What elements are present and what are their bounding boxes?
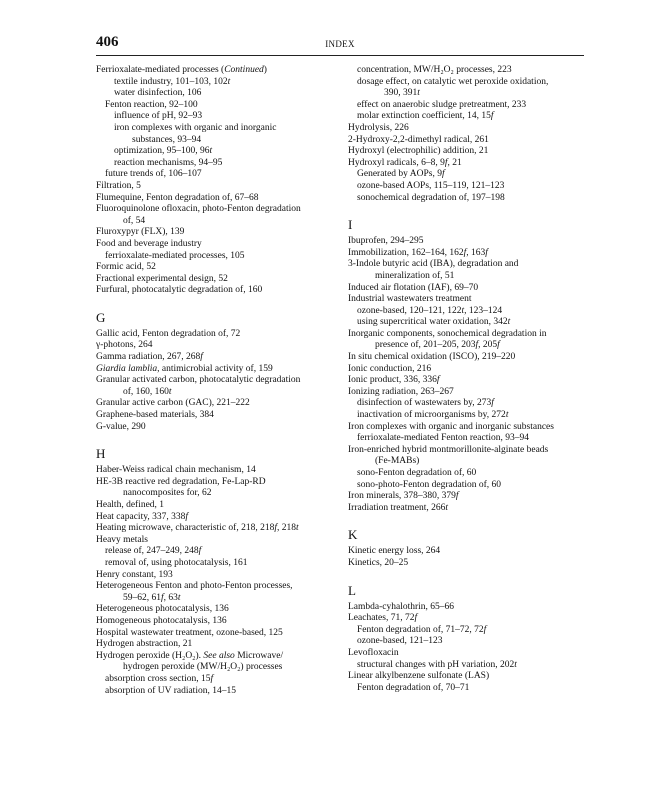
index-entry: Inorganic components, sonochemical degradation in — [348, 328, 547, 339]
index-subentry: optimization, 95–100, 96t — [114, 146, 213, 157]
index-subentry: sonochemical degradation of, 197–198 — [357, 192, 505, 203]
index-entry: Formic acid, 52 — [96, 262, 156, 273]
index-subentry: absorption cross section, 15f — [105, 673, 214, 684]
page-number: 406 — [96, 34, 119, 50]
index-entry: Food and beverage industry — [96, 238, 202, 249]
index-subentry: Fenton reaction, 92–100 — [105, 99, 198, 110]
index-subentry: reaction mechanisms, 94–95 — [114, 157, 223, 168]
index-entry: Flumequine, Fenton degradation of, 67–68 — [96, 192, 259, 203]
index-entry: Linear alkylbenzene sulfonate (LAS) — [348, 671, 490, 682]
index-subentry: using supercritical water oxidation, 342t — [357, 317, 511, 328]
index-subentry: dosage effect, on catalytic wet peroxide oxidation, — [357, 76, 549, 87]
index-entry-continuation: of, 54 — [123, 215, 146, 226]
index-subentry: ozone-based, 121–123 — [357, 636, 443, 647]
index-entry-continuation: (Fe-MABs) — [375, 456, 420, 467]
index-subentry: removal of, using photocatalysis, 161 — [105, 557, 248, 568]
index-entry: Hydrogen abstraction, 21 — [96, 639, 193, 650]
index-entry: Kinetic energy loss, 264 — [348, 546, 441, 557]
index-entry: Ferrioxalate-mediated processes (Continued) — [96, 65, 267, 75]
index-entry: Heterogeneous photocatalysis, 136 — [96, 604, 229, 615]
index-entry-continuation: nanocomposites for, 62 — [123, 488, 212, 499]
index-entry: Heterogeneous Fenton and photo-Fenton processes, — [96, 581, 293, 592]
section-letter: I — [348, 217, 353, 233]
running-head: INDEX — [325, 39, 355, 49]
index-entry: Homogeneous photocatalysis, 136 — [96, 615, 227, 626]
index-entry: In situ chemical oxidation (ISCO), 219–220 — [348, 352, 516, 363]
index-entry: Gamma radiation, 267, 268f — [96, 352, 203, 363]
index-subentry: absorption of UV radiation, 14–15 — [105, 685, 236, 696]
index-entry: Ibuprofen, 294–295 — [348, 236, 424, 247]
section-letter: H — [96, 446, 106, 462]
index-subentry: release of, 247–249, 248f — [105, 546, 202, 557]
index-subentry: ozone-based AOPs, 115–119, 121–123 — [357, 180, 505, 191]
index-entry: Industrial wastewaters treatment — [348, 294, 472, 305]
index-entry: Granular activated carbon, photocatalytic degradation — [96, 375, 301, 386]
index-entry-continuation: 390, 391t — [384, 88, 420, 99]
index-subentry: disinfection of wastewaters by, 273f — [357, 398, 494, 409]
index-subentry: ferrioxalate-mediated Fenton reaction, 93–94 — [357, 433, 529, 444]
index-entry: Hydroxyl (electrophilic) addition, 21 — [348, 146, 489, 157]
index-entry: Gallic acid, Fenton degradation of, 72 — [96, 328, 241, 339]
page-header — [96, 34, 584, 56]
index-subentry: water disinfection, 106 — [114, 88, 202, 99]
index-subentry: iron complexes with organic and inorganic — [114, 122, 277, 133]
index-subentry: ferrioxalate-mediated processes, 105 — [105, 250, 245, 261]
index-entry: Ionic conduction, 216 — [348, 363, 432, 374]
index-entry: Hydroxyl radicals, 6–8, 9f, 21 — [348, 157, 462, 168]
index-subentry: Fenton degradation of, 70–71 — [357, 682, 470, 693]
index-subentry: effect on anaerobic sludge pretreatment, 233 — [357, 99, 527, 110]
header-rule — [96, 55, 584, 56]
index-entry: Fluoroquinolone ofloxacin, photo-Fenton degradation — [96, 204, 301, 215]
index-subentry: sono-Fenton degradation of, 60 — [357, 468, 477, 478]
section-letter: G — [96, 309, 106, 325]
index-entry: Levofloxacin — [348, 647, 399, 658]
index-entry: Iron minerals, 378–380, 379f — [348, 491, 459, 502]
index-entry: Ionizing radiation, 263–267 — [348, 386, 454, 397]
index-column-right — [348, 65, 584, 694]
index-subentry: future trends of, 106–107 — [105, 169, 202, 180]
index-entry: Heating microwave, characteristic of, 218, 218f, 218t — [96, 523, 299, 534]
index-entry: Giardia lamblia, antimicrobial activity of, 159 — [96, 363, 273, 374]
index-entry: Ionic product, 336, 336f — [348, 375, 440, 386]
index-entry: Heat capacity, 337, 338f — [96, 511, 188, 522]
index-subentry: textile industry, 101–103, 102t — [114, 76, 231, 87]
index-subentry: sono-photo-Fenton degradation of, 60 — [357, 479, 502, 490]
index-entry: 3-Indole butyric acid (IBA), degradation and — [348, 259, 519, 270]
index-subentry: molar extinction coefficient, 14, 15f — [357, 111, 494, 122]
index-subentry: ozone-based, 120–121, 122t, 123–124 — [357, 305, 503, 316]
index-subentry: Fenton degradation of, 71–72, 72f — [357, 624, 487, 635]
index-entry: Lambda-cyhalothrin, 65–66 — [348, 601, 455, 612]
index-entry: Health, defined, 1 — [96, 500, 165, 510]
index-entry: Granular active carbon (GAC), 221–222 — [96, 398, 250, 409]
index-entry-continuation: 59–62, 61f, 63t — [123, 592, 181, 603]
index-entry-continuation: mineralization of, 51 — [375, 270, 455, 281]
index-entry-continuation: substances, 93–94 — [132, 134, 202, 145]
index-subentry: inactivation of microorganisms by, 272t — [357, 410, 509, 421]
index-entry: Immobilization, 162–164, 162f, 163f — [348, 247, 488, 258]
index-column-left — [96, 65, 346, 697]
index-entry: Iron-enriched hybrid montmorillonite-alginate beads — [348, 444, 549, 455]
index-entry: Kinetics, 20–25 — [348, 557, 409, 568]
index-subentry: structural changes with pH variation, 202t — [357, 659, 517, 670]
index-entry: Fractional experimental design, 52 — [96, 273, 228, 284]
index-entry: 2-Hydroxy-2,2-dimethyl radical, 261 — [348, 134, 489, 145]
index-entry: Furfural, photocatalytic degradation of, 160 — [96, 285, 263, 296]
index-entry: Filtration, 5 — [96, 180, 141, 191]
index-entry: Induced air flotation (IAF), 69–70 — [348, 282, 479, 293]
index-subentry: Generated by AOPs, 9f — [357, 169, 445, 180]
index-entry: Iron complexes with organic and inorganic substances — [348, 421, 554, 432]
index-entry: Hospital wastewater treatment, ozone-based, 125 — [96, 627, 283, 638]
index-entry: Graphene-based materials, 384 — [96, 410, 214, 421]
index-entry: HE-3B reactive red degradation, Fe-Lap-RD — [96, 476, 266, 487]
index-entry: Hydrogen peroxide (H₂O₂). See also Microwave/ — [96, 650, 284, 661]
index-subentry: concentration, MW/H₂O₂ processes, 223 — [357, 65, 512, 75]
index-entry-continuation: of, 160, 160t — [123, 386, 172, 397]
index-entry-continuation: presence of, 201–205, 203f, 205f — [375, 340, 500, 351]
index-entry: Leachates, 71, 72f — [348, 613, 418, 624]
index-subentry: influence of pH, 92–93 — [114, 111, 203, 122]
section-letter: L — [348, 582, 356, 598]
index-entry: Henry constant, 193 — [96, 569, 173, 580]
index-entry: Fluroxypyr (FLX), 139 — [96, 227, 185, 238]
index-entry: Hydrolysis, 226 — [348, 122, 409, 133]
index-entry: Haber-Weiss radical chain mechanism, 14 — [96, 465, 256, 476]
index-entry: γ-photons, 264 — [96, 340, 153, 351]
section-letter: K — [348, 527, 358, 543]
index-entry: Irradiation treatment, 266t — [348, 502, 448, 513]
index-entry: G-value, 290 — [96, 421, 146, 432]
index-entry-continuation: hydrogen peroxide (MW/H₂O₂) processes — [123, 662, 283, 673]
index-entry: Heavy metals — [96, 534, 148, 545]
